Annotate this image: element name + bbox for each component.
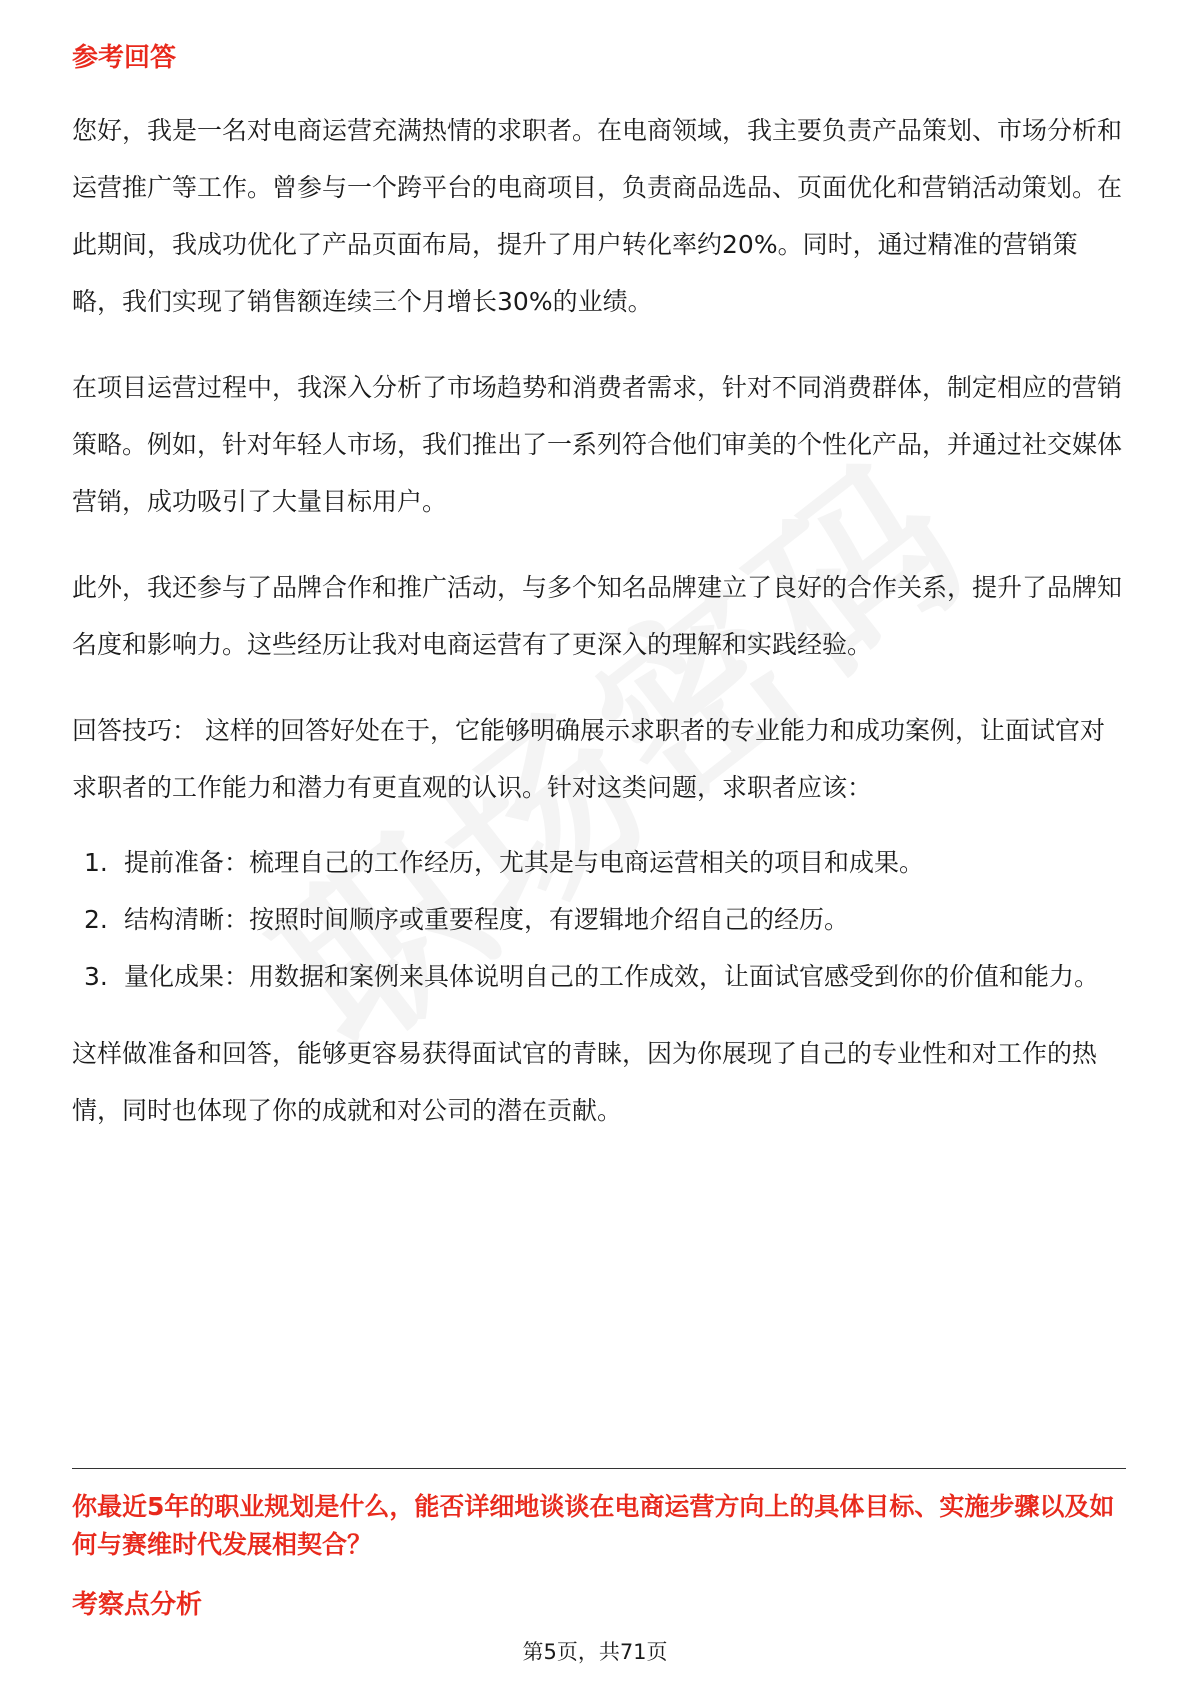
closing-paragraph: 这样做准备和回答，能够更容易获得面试官的青睐，因为你展现了自己的专业性和对工作的热情，同时也体现了你的成就和对公司的潜在贡献。 xyxy=(72,1039,1098,1126)
list-item xyxy=(72,834,1122,891)
analysis-title: 考察点分析 xyxy=(72,1590,203,1620)
answer-paragraph-1: 您好，我是一名对电商运营充满热情的求职者。在电商领域，我主要负责产品策划、市场分析和运营推广等工作。曾参与一个跨平台的电商项目，负责商品选品、页面优化和营销活动策划。在此期间，我成功优化了产品页面布局，提升了用户转化率约20%。同时，通过精准的营销策略，我们实现了销售额连续三个月增长30%的业绩。 xyxy=(72,116,1123,317)
answer-paragraph-3: 此外，我还参与了品牌合作和推广活动，与多个知名品牌建立了良好的合作关系，提升了品牌知名度和影响力。这些经历让我对电商运营有了更深入的理解和实践经验。 xyxy=(72,573,1123,660)
tips-list xyxy=(72,834,1122,1005)
list-text: 结构清晰：按照时间顺序或重要程度，有逻辑地介绍自己的经历。 xyxy=(124,905,850,935)
section-divider xyxy=(72,1468,1126,1469)
list-number: 3. xyxy=(84,962,108,992)
list-text: 提前准备：梳理自己的工作经历，尤其是与电商运营相关的项目和成果。 xyxy=(124,848,925,878)
answer-paragraph-2: 在项目运营过程中，我深入分析了市场趋势和消费者需求，针对不同消费群体，制定相应的营销策略。例如，针对年轻人市场，我们推出了一系列符合他们审美的个性化产品，并通过社交媒体营销，成功吸引了大量目标用户。 xyxy=(72,373,1123,517)
tips-intro: 回答技巧： 这样的回答好处在于，它能够明确展示求职者的专业能力和成功案例，让面试官对求职者的工作能力和潜力有更直观的认识。针对这类问题，求职者应该： xyxy=(72,716,1105,803)
list-text: 量化成果：用数据和案例来具体说明自己的工作成效，让面试官感受到你的价值和能力。 xyxy=(124,962,1100,992)
answer-section xyxy=(72,40,1122,1139)
next-question-heading: 你最近5年的职业规划是什么，能否详细地谈谈在电商运营方向上的具体目标、实施步骤以及如何与赛维时代发展相契合？ xyxy=(72,1492,1115,1559)
list-item xyxy=(72,891,1122,948)
list-item xyxy=(72,948,1122,1005)
section-title: 参考回答 xyxy=(72,43,177,73)
list-number: 2. xyxy=(84,905,108,935)
page-footer: 第5页，共71页 xyxy=(522,1640,668,1664)
list-number: 1. xyxy=(84,848,108,878)
